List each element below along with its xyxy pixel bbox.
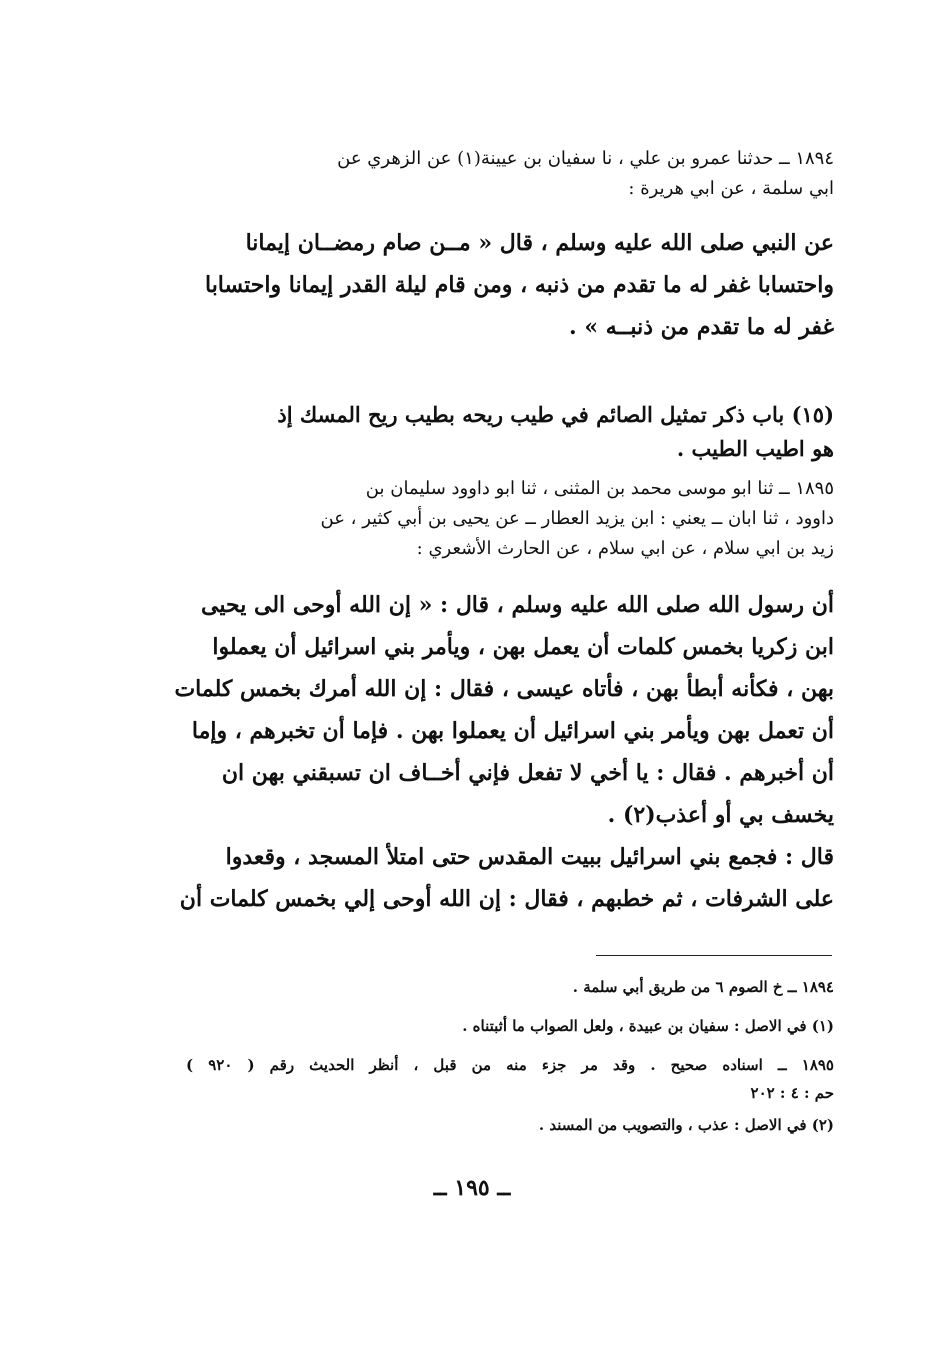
matn-line: بهن ، فكأنه أبطأ بهن ، فأتاه عيسى ، فقال : إن الله أمرك بخمس كلمات [174,676,834,702]
footnote-2: (٢) في الاصل : عذب ، والتصويب من المسند . [538,1116,834,1134]
hadith-1895-matn-2 [179,836,834,920]
footnote-1894: ١٨٩٤ ــ خ الصوم ٦ من طريق أبي سلمة . [572,978,834,996]
hadith-1895-matn-1 [174,584,834,836]
isnad-line: ١٨٩٥ ــ ثنا ابو موسى محمد بن المثنى ، ثنا ابو داوود سليمان بن [365,478,834,499]
page-number: ــ ١٩٥ ــ [433,1175,511,1201]
footnote-1: (١) في الاصل : سفيان بن عبيدة ، ولعل الصواب ما أثبتناه . [462,1017,834,1035]
matn-line: أن أخبرهم . فقال : يا أخي لا تفعل فإني أخــاف ان تسبقني بهن ان [221,760,834,786]
hadith-1894-isnad [186,144,834,204]
matn-line: واحتسابا غفر له ما تقدم من ذنبه ، ومن قام ليلة القدر إيمانا واحتسابا [204,272,834,298]
footnote-separator [596,955,832,956]
heading-line: (١٥) باب ذكر تمثيل الصائم في طيب ريحه بطيب ريح المسك إذ [277,402,834,427]
matn-line: على الشرفات ، ثم خطبهم ، فقال : إن الله أوحى إلي بخمس كلمات أن [179,886,834,912]
matn-line: يخسف بي أو أعذب(٢) . [607,802,834,828]
matn-line: عن النبي صلى الله عليه وسلم ، قال « مــن صام رمضــان إيمانا [245,230,834,256]
matn-line: قال : فجمع بني اسرائيل ببيت المقدس حتى امتلأ المسجد ، وقعدوا [225,844,834,870]
footnote-1895-line-1: ١٨٩٥ ــ اسناده صحيح . وقد مر جزء منه من قبل ، أنظر الحديث رقم ( ٩٢٠ ) [186,1056,834,1074]
footnote-1895-line-2: حم : ٤ : ٢٠٢ [750,1084,834,1102]
heading-line: هو اطيب الطيب . [676,436,834,461]
hadith-1894-matn [186,222,834,348]
hadith-1895-isnad [186,474,834,564]
matn-line: أن رسول الله صلى الله عليه وسلم ، قال : « إن الله أوحى الى يحيى [201,592,834,618]
chapter-heading [186,398,834,466]
isnad-line: ١٨٩٤ ــ حدثنا عمرو بن علي ، نا سفيان بن عيينة(١) عن الزهري عن [337,148,834,169]
isnad-line: ابي سلمة ، عن ابي هريرة : [628,178,834,199]
isnad-line: داوود ، ثنا ابان ــ يعني : ابن يزيد العطار ــ عن يحيى بن أبي كثير ، عن [320,508,834,529]
matn-line: غفر له ما تقدم من ذنبــه » . [569,314,834,340]
isnad-line: زيد بن ابي سلام ، عن ابي سلام ، عن الحارث الأشعري : [416,538,834,559]
matn-line: ابن زكريا بخمس كلمات أن يعمل بهن ، ويأمر بني اسرائيل أن يعملوا [212,634,834,660]
matn-line: أن تعمل بهن ويأمر بني اسرائيل أن يعملوا بهن . فإما أن تخبرهم ، وإما [191,718,834,744]
